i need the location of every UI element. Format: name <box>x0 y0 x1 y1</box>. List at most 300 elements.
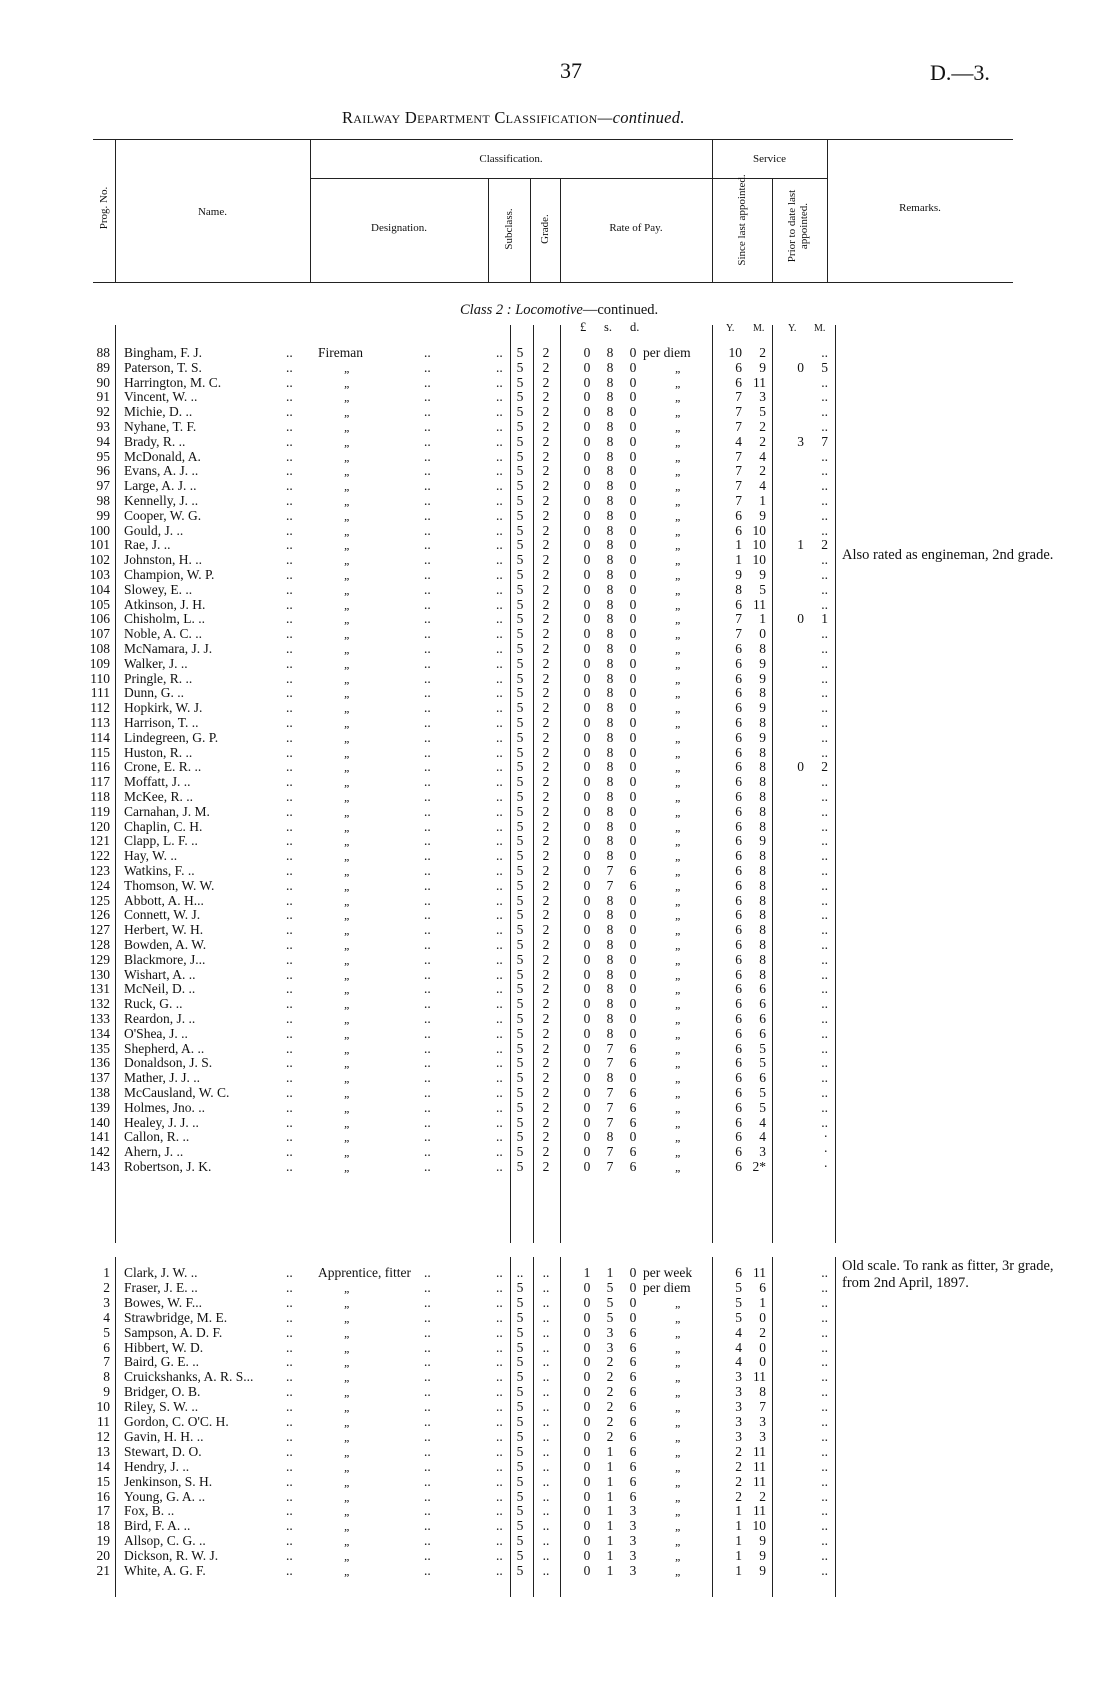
cell-pay-unit: „ <box>675 982 682 997</box>
cell-subclass: 5 <box>516 1518 524 1534</box>
cell-prior-months: .. <box>821 966 828 982</box>
cell-designation: „ <box>344 878 351 893</box>
cell-prog-no: 106 <box>89 611 110 627</box>
cell-pay-pounds: 0 <box>583 433 591 449</box>
cell-grade: .. <box>542 1339 550 1355</box>
cell-designation: Fireman <box>318 345 363 360</box>
cell-since-years: 3 <box>735 1384 742 1400</box>
cell-leader: .. <box>286 715 293 730</box>
cell-prior-months: .. <box>821 818 828 834</box>
cell-leader: .. <box>424 1294 431 1310</box>
cell-pay-pounds: 0 <box>583 478 591 494</box>
cell-prior-months: .. <box>821 1070 828 1086</box>
cell-leader: .. <box>286 552 293 568</box>
cell-leader: .. <box>286 981 293 997</box>
cell-pay-shillings: 8 <box>606 966 614 982</box>
cell-pay-shillings: 8 <box>606 951 614 967</box>
cell-prior-months: .. <box>821 907 828 923</box>
cell-pay-unit: „ <box>675 716 682 730</box>
cell-designation: „ <box>344 1504 351 1519</box>
cell-pay-pounds: 0 <box>583 641 591 656</box>
cell-pay-shillings: 2 <box>606 1354 614 1370</box>
cell-pay-pence: 0 <box>629 478 637 494</box>
cell-prog-no: 107 <box>89 626 110 642</box>
cell-prior-months: .. <box>821 1354 828 1370</box>
cell-pay-unit: „ <box>675 1340 682 1355</box>
cell-pay-unit: „ <box>675 360 682 375</box>
cell-since-months: 8 <box>759 951 766 967</box>
cell-pay-shillings: 8 <box>606 833 614 849</box>
cell-pay-pounds: 0 <box>583 877 591 893</box>
cell-since-years: 7 <box>735 404 742 420</box>
cell-pay-pence: 0 <box>629 567 637 582</box>
cell-grade: 2 <box>542 789 550 804</box>
cell-pay-pence: 0 <box>629 626 637 642</box>
service-unit-years: Y. <box>726 323 735 334</box>
cell-leader: .. <box>424 567 431 582</box>
cell-pay-pounds: 0 <box>583 803 591 819</box>
cell-designation: „ <box>344 1026 351 1041</box>
cell-pay-shillings: 8 <box>606 1070 614 1086</box>
cell-subclass: 5 <box>516 626 524 642</box>
cell-pay-pounds: 0 <box>583 1129 591 1145</box>
cell-since-months: 10 <box>752 522 766 538</box>
cell-designation: „ <box>344 627 351 642</box>
cell-since-months: 2 <box>759 463 766 479</box>
page-title-continued: —continued. <box>597 108 685 127</box>
cell-leader: .. <box>424 1085 431 1100</box>
cell-leader: .. <box>424 374 431 390</box>
cell-designation: „ <box>344 1012 351 1026</box>
cell-grade: .. <box>542 1354 550 1370</box>
cell-prior-months: .. <box>821 1085 828 1100</box>
cell-pay-unit: „ <box>675 434 682 449</box>
cell-leader: .. <box>496 951 503 967</box>
cell-prog-no: 125 <box>89 892 110 908</box>
cell-grade: 2 <box>542 863 550 878</box>
cell-grade: 2 <box>542 1011 550 1026</box>
cell-pay-shillings: 8 <box>606 907 614 923</box>
cell-grade: .. <box>542 1428 550 1444</box>
cell-subclass: 5 <box>516 1488 524 1504</box>
cell-since-months: 8 <box>759 848 766 864</box>
cell-leader: .. <box>424 1339 431 1355</box>
cell-pay-pounds: 0 <box>583 655 591 671</box>
cell-leader: .. <box>286 789 293 804</box>
cell-leader: .. <box>424 1414 431 1429</box>
cell-since-years: 6 <box>735 937 742 952</box>
column-header-rate-of-pay: Rate of Pay. <box>609 222 663 234</box>
cell-pay-shillings: 8 <box>606 419 614 434</box>
cell-subclass: .. <box>516 1265 524 1280</box>
cell-prog-no: 133 <box>89 1011 110 1026</box>
cell-pay-pence: 6 <box>629 1458 637 1474</box>
cell-grade: 2 <box>542 1040 550 1056</box>
cell-prog-no: 8 <box>103 1369 110 1385</box>
cell-name: Robertson, J. K. <box>124 1159 212 1174</box>
cell-pay-pounds: 0 <box>583 448 591 464</box>
cell-pay-unit: „ <box>675 1489 682 1504</box>
cell-since-months: 2 <box>759 1324 766 1340</box>
cell-prior-months: 1 <box>821 611 828 627</box>
cell-prog-no: 3 <box>103 1294 110 1310</box>
cell-designation: „ <box>344 1415 351 1429</box>
cell-pay-shillings: 7 <box>606 1099 614 1115</box>
cell-prior-months: .. <box>821 1279 828 1295</box>
cell-prog-no: 135 <box>89 1040 110 1056</box>
cell-pay-shillings: 1 <box>606 1533 614 1549</box>
cell-pay-pence: 0 <box>629 700 637 716</box>
cell-prior-months: · <box>823 1144 828 1160</box>
cell-since-years: 4 <box>735 1339 742 1355</box>
cell-name: Fraser, J. E. .. <box>124 1279 198 1295</box>
cell-designation: „ <box>344 582 351 597</box>
cell-since-years: 6 <box>735 1129 742 1145</box>
cell-designation: „ <box>344 656 351 671</box>
cell-pay-shillings: 8 <box>606 611 614 627</box>
cell-leader: .. <box>424 448 431 464</box>
cell-designation: „ <box>344 1340 351 1355</box>
cell-pay-pounds: 0 <box>583 848 591 864</box>
cell-leader: .. <box>424 1309 431 1325</box>
cell-pay-pounds: 0 <box>583 389 591 405</box>
cell-pay-unit: „ <box>675 1310 682 1325</box>
cell-leader: .. <box>496 1099 503 1115</box>
cell-prior-months: .. <box>821 729 828 745</box>
cell-pay-shillings: 8 <box>606 448 614 464</box>
cell-name: Watkins, F. .. <box>124 863 195 878</box>
cell-name: Vincent, W. .. <box>124 389 198 405</box>
cell-pay-pence: 6 <box>629 1099 637 1115</box>
cell-since-years: 6 <box>735 759 742 775</box>
cell-leader: .. <box>286 404 293 420</box>
cell-leader: .. <box>424 1129 431 1145</box>
cell-leader: .. <box>286 567 293 582</box>
cell-name: Chisholm, L. .. <box>124 611 206 627</box>
cell-leader: .. <box>496 1503 503 1519</box>
cell-pay-shillings: 8 <box>606 981 614 997</box>
cell-subclass: 5 <box>516 567 524 582</box>
cell-leader: .. <box>424 951 431 967</box>
cell-grade: .. <box>542 1369 550 1385</box>
cell-designation: „ <box>344 1130 351 1145</box>
cell-prog-no: 92 <box>96 404 110 420</box>
cell-designation: „ <box>344 701 351 716</box>
cell-prog-no: 113 <box>90 715 110 730</box>
cell-leader: .. <box>496 345 503 360</box>
cell-subclass: 5 <box>516 359 524 375</box>
section-heading <box>460 302 658 319</box>
cell-pay-pounds: 0 <box>583 833 591 849</box>
cell-name: Holmes, Jno. .. <box>124 1099 205 1115</box>
cell-pay-pence: 0 <box>629 1011 637 1026</box>
cell-pay-shillings: 3 <box>606 1324 614 1340</box>
cell-since-years: 6 <box>735 1265 742 1280</box>
cell-leader: .. <box>496 1518 503 1534</box>
cell-leader: .. <box>424 1265 431 1280</box>
cell-designation: „ <box>344 1489 351 1504</box>
cell-pay-unit: „ <box>675 656 682 671</box>
cell-subclass: 5 <box>516 419 524 434</box>
cell-name: Huston, R. .. <box>124 744 193 760</box>
cell-leader: .. <box>496 1384 503 1400</box>
cell-pay-unit: „ <box>675 494 682 508</box>
cell-since-months: 5 <box>759 1055 766 1071</box>
cell-prog-no: 112 <box>90 700 110 716</box>
cell-pay-unit: „ <box>675 997 682 1012</box>
cell-prog-no: 114 <box>90 729 110 745</box>
cell-name: Ruck, G. .. <box>124 996 183 1012</box>
cell-grade: 2 <box>542 833 550 849</box>
cell-pay-pence: 0 <box>629 892 637 908</box>
cell-since-years: 6 <box>735 655 742 671</box>
cell-leader: .. <box>286 1085 293 1100</box>
cell-prog-no: 108 <box>89 641 110 656</box>
cell-leader: .. <box>424 892 431 908</box>
cell-name: Reardon, J. .. <box>124 1011 196 1026</box>
cell-name: Large, A. J. .. <box>124 478 197 494</box>
cell-leader: .. <box>496 1473 503 1489</box>
cell-prog-no: 17 <box>96 1503 110 1519</box>
cell-designation: „ <box>344 1115 351 1130</box>
cell-leader: .. <box>286 863 293 878</box>
cell-leader: .. <box>496 685 503 701</box>
service-unit-months: M. <box>753 323 765 334</box>
cell-designation: „ <box>344 375 351 390</box>
cell-prog-no: 117 <box>90 774 110 790</box>
cell-since-months: 11 <box>753 1503 766 1519</box>
cell-leader: .. <box>424 1011 431 1026</box>
cell-pay-unit: „ <box>675 538 682 553</box>
cell-since-years: 5 <box>735 1279 742 1295</box>
cell-since-months: 8 <box>759 789 766 804</box>
cell-designation: „ <box>344 819 351 834</box>
cell-subclass: 5 <box>516 581 524 597</box>
cell-name: Johnston, H. .. <box>124 552 203 568</box>
cell-designation: „ <box>344 775 351 790</box>
cell-name: Harrison, T. .. <box>124 715 199 730</box>
cell-leader: .. <box>286 744 293 760</box>
cell-leader: .. <box>286 1025 293 1041</box>
cell-pay-shillings: 8 <box>606 345 614 360</box>
cell-leader: .. <box>424 1399 431 1415</box>
cell-pay-pounds: 0 <box>583 1025 591 1041</box>
cell-grade: .. <box>542 1399 550 1415</box>
cell-prior-months: .. <box>821 863 828 878</box>
cell-since-months: 9 <box>759 1563 766 1578</box>
cell-prog-no: 100 <box>89 522 110 538</box>
pay-unit-pounds: £ <box>580 320 587 334</box>
cell-since-years: 5 <box>735 1309 742 1325</box>
cell-subclass: 5 <box>516 715 524 730</box>
cell-designation: „ <box>344 716 351 730</box>
cell-pay-pounds: 0 <box>583 463 591 479</box>
cell-prog-no: 138 <box>89 1085 110 1100</box>
cell-pay-pounds: 0 <box>583 1399 591 1415</box>
cell-grade: .. <box>542 1294 550 1310</box>
cell-prog-no: 109 <box>89 655 110 671</box>
cell-leader: .. <box>496 1011 503 1026</box>
cell-pay-unit: „ <box>675 864 682 878</box>
cell-grade: 2 <box>542 478 550 494</box>
cell-leader: .. <box>286 1159 293 1174</box>
cell-since-years: 6 <box>735 848 742 864</box>
cell-subclass: 5 <box>516 1085 524 1100</box>
cell-name: Donaldson, J. S. <box>124 1055 213 1071</box>
cell-designation: „ <box>344 449 351 464</box>
cell-pay-pence: 0 <box>629 715 637 730</box>
cell-pay-unit: „ <box>675 1115 682 1130</box>
cell-since-years: 6 <box>735 1011 742 1026</box>
cell-leader: .. <box>424 1428 431 1444</box>
cell-prior-months: .. <box>821 1443 828 1459</box>
cell-prog-no: 134 <box>89 1025 110 1041</box>
cell-pay-pence: 0 <box>629 922 637 938</box>
cell-leader: .. <box>286 1040 293 1056</box>
page-title <box>342 108 685 128</box>
cell-since-months: 6 <box>759 981 766 997</box>
cell-grade: 2 <box>542 448 550 464</box>
section-continued: —continued. <box>582 302 659 318</box>
cell-subclass: 5 <box>516 1548 524 1564</box>
cell-prog-no: 94 <box>96 433 110 449</box>
cell-since-months: 6 <box>759 1279 766 1295</box>
cell-leader: .. <box>286 478 293 494</box>
cell-name: Shepherd, A. .. <box>124 1040 205 1056</box>
cell-pay-shillings: 8 <box>606 522 614 538</box>
cell-pay-pence: 0 <box>629 951 637 967</box>
cell-subclass: 5 <box>516 655 524 671</box>
cell-pay-pence: 0 <box>629 1279 637 1295</box>
cell-leader: .. <box>286 966 293 982</box>
cell-pay-pence: 0 <box>629 1309 637 1325</box>
cell-since-months: 3 <box>759 1414 766 1429</box>
cell-prior-months: .. <box>821 744 828 760</box>
cell-prog-no: 6 <box>103 1339 110 1355</box>
cell-leader: .. <box>424 611 431 627</box>
cell-pay-pence: 0 <box>629 907 637 923</box>
cell-since-months: 2* <box>752 1159 766 1174</box>
body-rule <box>835 1257 836 1597</box>
cell-leader: .. <box>424 596 431 612</box>
cell-leader: .. <box>496 789 503 804</box>
cell-prior-months: .. <box>821 448 828 464</box>
cell-pay-shillings: 8 <box>606 818 614 834</box>
cell-prior-months: .. <box>821 1428 828 1444</box>
cell-since-months: 8 <box>759 877 766 893</box>
cell-pay-unit: „ <box>675 449 682 464</box>
cell-prior-months: .. <box>821 685 828 701</box>
cell-leader: .. <box>496 966 503 982</box>
cell-grade: 2 <box>542 552 550 568</box>
cell-pay-pounds: 0 <box>583 1384 591 1400</box>
cell-prior-months: .. <box>821 404 828 420</box>
cell-pay-unit: „ <box>675 1160 682 1174</box>
cell-leader: .. <box>424 1025 431 1041</box>
cell-leader: .. <box>286 1518 293 1534</box>
cell-name: Atkinson, J. H. <box>124 596 206 612</box>
cell-name: McNeil, D. .. <box>124 981 196 997</box>
cell-leader: .. <box>496 700 503 716</box>
cell-grade: 2 <box>542 922 550 938</box>
cell-prior-months: .. <box>821 626 828 642</box>
cell-prog-no: 127 <box>89 922 110 938</box>
cell-name: Carnahan, J. M. <box>124 803 210 819</box>
cell-pay-pence: 0 <box>629 670 637 686</box>
cell-since-months: 3 <box>759 1144 766 1160</box>
cell-pay-pence: 0 <box>629 507 637 523</box>
cell-grade: 2 <box>542 537 550 553</box>
cell-leader: .. <box>286 345 293 360</box>
document-code: D.—3. <box>930 60 990 85</box>
cell-leader: .. <box>286 1114 293 1130</box>
cell-leader: .. <box>496 922 503 938</box>
cell-since-months: 2 <box>759 433 766 449</box>
cell-pay-pounds: 0 <box>583 1099 591 1115</box>
cell-designation: „ <box>344 1325 351 1340</box>
cell-name: Michie, D. .. <box>124 404 193 420</box>
cell-leader: .. <box>496 655 503 671</box>
cell-pay-pounds: 0 <box>583 715 591 730</box>
cell-pay-pounds: 0 <box>583 1443 591 1459</box>
cell-leader: .. <box>496 448 503 464</box>
cell-pay-shillings: 8 <box>606 803 614 819</box>
cell-prior-months: .. <box>821 1339 828 1355</box>
cell-pay-shillings: 1 <box>606 1563 614 1578</box>
cell-pay-unit: „ <box>675 730 682 745</box>
cell-leader: .. <box>424 463 431 479</box>
cell-pay-shillings: 8 <box>606 892 614 908</box>
cell-prior-months: .. <box>821 700 828 716</box>
cell-pay-pounds: 0 <box>583 1144 591 1160</box>
cell-pay-pence: 0 <box>629 1265 637 1280</box>
cell-since-years: 6 <box>735 803 742 819</box>
cell-pay-pounds: 0 <box>583 552 591 568</box>
cell-pay-unit: „ <box>675 790 682 804</box>
cell-leader: .. <box>286 493 293 508</box>
cell-pay-pence: 0 <box>629 789 637 804</box>
cell-pay-shillings: 8 <box>606 715 614 730</box>
cell-prior-months: .. <box>821 581 828 597</box>
cell-designation: „ <box>344 508 351 523</box>
cell-subclass: 5 <box>516 1443 524 1459</box>
cell-pay-pence: 6 <box>629 1324 637 1340</box>
cell-leader: .. <box>424 1099 431 1115</box>
cell-name: Harrington, M. C. <box>124 374 222 390</box>
cell-pay-unit: „ <box>675 1071 682 1086</box>
cell-leader: .. <box>496 389 503 405</box>
cell-designation: „ <box>344 982 351 997</box>
cell-since-months: 8 <box>759 803 766 819</box>
cell-grade: 2 <box>542 655 550 671</box>
cell-pay-pence: 0 <box>629 552 637 568</box>
cell-since-months: 8 <box>759 744 766 760</box>
cell-pay-pounds: 0 <box>583 1085 591 1100</box>
cell-since-years: 1 <box>735 1533 742 1549</box>
cell-since-months: 11 <box>753 1443 766 1459</box>
cell-grade: .. <box>542 1458 550 1474</box>
cell-subclass: 5 <box>516 552 524 568</box>
cell-prior-months: .. <box>821 1518 828 1534</box>
cell-prog-no: 130 <box>89 966 110 982</box>
cell-prog-no: 13 <box>96 1443 110 1459</box>
cell-pay-shillings: 1 <box>606 1518 614 1534</box>
cell-leader: .. <box>496 803 503 819</box>
cell-subclass: 5 <box>516 1369 524 1385</box>
cell-designation: „ <box>344 1100 351 1115</box>
cell-grade: 2 <box>542 700 550 716</box>
cell-pay-shillings: 2 <box>606 1369 614 1385</box>
